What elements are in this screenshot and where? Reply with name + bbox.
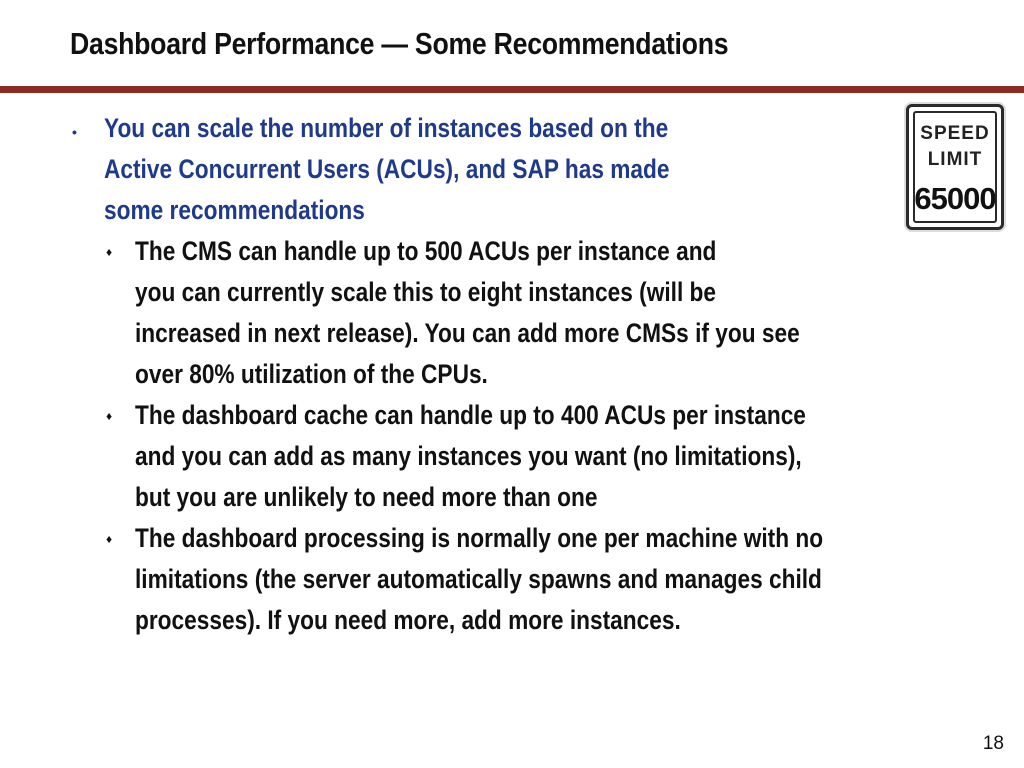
sub-bullet-line: The dashboard processing is normally one per machine with no: [135, 523, 824, 553]
sign-word-speed: SPEED: [920, 123, 990, 144]
sub-bullet-line: The CMS can handle up to 500 ACUs per instance and: [135, 236, 717, 266]
speed-limit-sign-image: [906, 104, 1004, 230]
sign-word-limit: LIMIT: [927, 149, 983, 170]
slide-title: Dashboard Performance — Some Recommendations: [70, 26, 729, 61]
sub-bullet-line: and you can add as many instances you want (no limitations),: [135, 441, 802, 471]
sub-bullet-line: but you are unlikely to need more than one: [135, 482, 598, 512]
sub-bullet-line: increased in next release). You can add more CMSs if you see: [135, 318, 800, 348]
diamond-bullet-icon: ♦: [106, 409, 113, 423]
diamond-bullet-icon: ♦: [106, 532, 113, 546]
main-bullet-line: Active Concurrent Users (ACUs), and SAP has made: [104, 154, 670, 184]
main-bullet-line: some recommendations: [104, 195, 365, 225]
sub-bullet-line: over 80% utilization of the CPUs.: [135, 359, 488, 389]
sub-bullet-line: processes). If you need more, add more instances.: [135, 605, 681, 635]
page-number: 18: [982, 733, 1004, 754]
diamond-bullet-icon: ♦: [106, 245, 113, 259]
sign-number: 65000: [914, 181, 996, 216]
bullet-dot-icon: •: [72, 124, 77, 140]
sub-bullet-line: The dashboard cache can handle up to 400 ACUs per instance: [135, 400, 806, 430]
main-bullet-line: You can scale the number of instances based on the: [104, 113, 669, 143]
sub-bullet-line: you can currently scale this to eight instances (will be: [135, 277, 717, 307]
sub-bullet-line: limitations (the server automatically spawns and manages child: [135, 564, 822, 594]
